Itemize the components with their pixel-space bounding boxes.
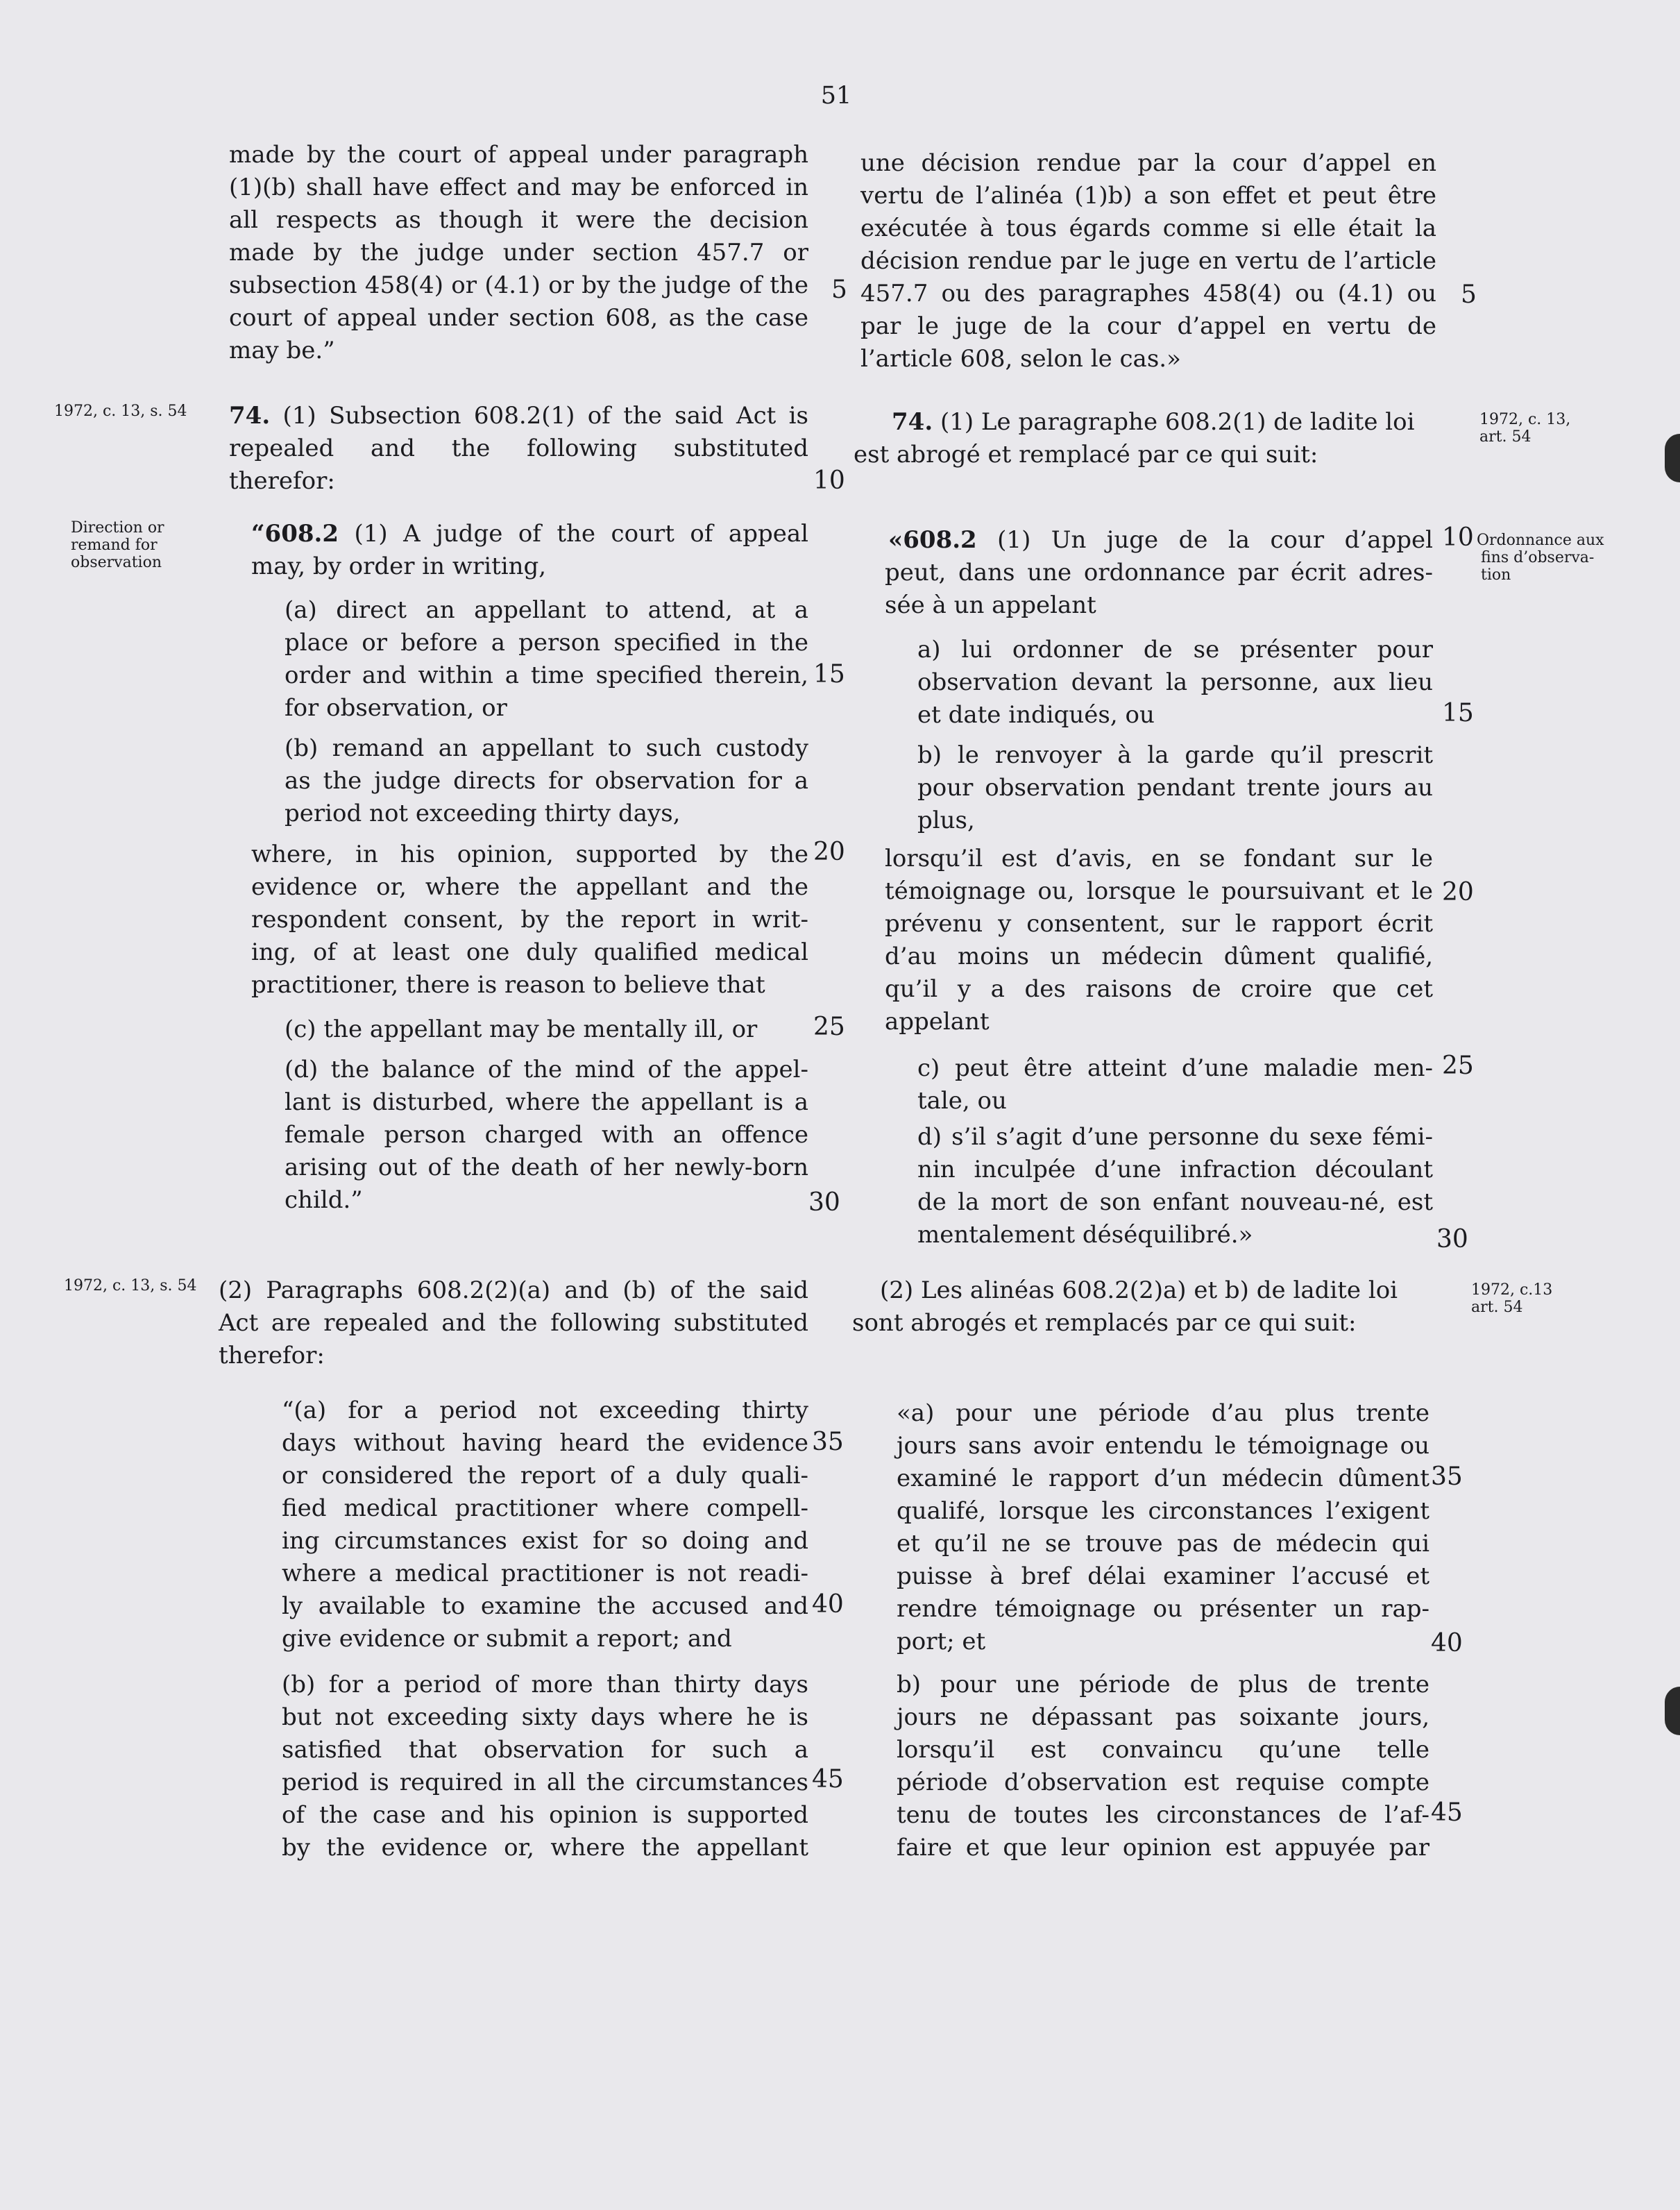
- line-number: 30: [808, 1188, 840, 1217]
- margin-note-fr-ordonnance: Ordonnance aux fins d’observa- tion: [1477, 532, 1604, 584]
- line-number: 20: [813, 838, 845, 866]
- margin-note-fr-1972: 1972, c. 13, art. 54: [1479, 411, 1571, 446]
- en-section-74-2: (2) Paragraphs 608.2(2)(a) and (b) of the said Act are repealed and the following substituted therefor:: [219, 1276, 808, 1369]
- en-continuation: made by the court of appeal under paragraph (1)(b) shall have effect and may be enforced in all respects as though it were the decision made by the judge under section 457.7 or subsection 458(4) or (4.1) or by the judge of the court of appeal under section 608, as the case may be.”: [229, 141, 808, 364]
- page-number: 51: [820, 82, 852, 110]
- en-where-clause: where, in his opinion, supported by the evidence or, where the appellant and the respondent consent, by the report in writ- ing, of at least one duly qualified medical practitioner, there is reason to believe that: [251, 841, 808, 999]
- line-number: 5: [831, 276, 847, 304]
- margin-note-fr-1972-b: 1972, c.13 art. 54: [1471, 1281, 1553, 1316]
- fr-section-608-2-cont: peut, dans une ordonnance par écrit adres- sée à un appelant: [885, 559, 1433, 619]
- edge-tab-top: [1665, 434, 1680, 482]
- line-number: 15: [813, 660, 845, 689]
- edge-tab-bottom: [1665, 1687, 1680, 1735]
- fr-paragraph-a: a) lui ordonner de se présenter pour observation devant la personne, aux lieu et date indiqués, ou: [917, 636, 1433, 729]
- en-new-paragraph-a: “(a) for a period not exceeding thirty days without having heard the evidence or considered the report of a duly quali- fied medical practitioner where compell- ing circumstances exist for so doing and where a medical practitioner is not readi- ly available to examine the accused and give evidence or submit a report; and: [282, 1397, 808, 1653]
- en-paragraph-d: (d) the balance of the mind of the appel- lant is disturbed, where the appellant is a female person charged with an offence arising out of the death of her newly-born child.”: [285, 1056, 808, 1214]
- line-number: 15: [1442, 699, 1474, 727]
- fr-paragraph-b: b) le renvoyer à la garde qu’il prescrit pour observation pendant trente jours au plus,: [917, 741, 1433, 834]
- margin-note-en-1972-b: 1972, c. 13, s. 54: [64, 1277, 197, 1294]
- section-number: 74.: [229, 402, 271, 430]
- en-paragraph-b: (b) remand an appellant to such custody as the judge directs for observation for a period not exceeding thirty days,: [285, 734, 808, 827]
- margin-note-en-direction: Direction or remand for observation: [71, 519, 164, 571]
- line-number: 45: [812, 1765, 844, 1794]
- line-number: 20: [1442, 878, 1474, 906]
- fr-new-paragraph-b: b) pour une période de plus de trente jours ne dépassant pas soixante jours, lorsqu’il est convaincu qu’une telle période d’observation est requise compte tenu de toutes les circonstances de l’af- faire et que leur opinion est appuyée par: [897, 1671, 1429, 1862]
- fr-section-608-2: «608.2 (1) Un juge de la cour d’appel: [888, 526, 1433, 554]
- line-number: 25: [1442, 1052, 1474, 1080]
- en-section-608-2: “608.2 (1) A judge of the court of appeal may, by order in writing,: [251, 520, 808, 580]
- fr-continuation: une décision rendue par la cour d’appel en vertu de l’alinéa (1)b) a son effet et peut être exécutée à tous égards comme si elle était la décision rendue par le juge en vertu de l’article 457.7 ou des paragraphes 458(4) ou (4.1) ou par le juge de la cour d’appel en vertu de l’article 608, selon le cas.»: [860, 149, 1436, 373]
- en-paragraph-a: (a) direct an appellant to attend, at a place or before a person specified in the order and within a time specified therein, for observation, or: [285, 596, 808, 722]
- line-number: 5: [1461, 280, 1477, 309]
- margin-note-en-1972: 1972, c. 13, s. 54: [54, 403, 187, 420]
- en-new-paragraph-b: (b) for a period of more than thirty days but not exceeding sixty days where he is satisfied that observation for such a period is required in all the circumstances of the case and his opinion is supported by the evidence or, where the appellant: [282, 1671, 808, 1862]
- line-number: 40: [812, 1590, 844, 1619]
- fr-where-clause: lorsqu’il est d’avis, en se fondant sur le témoignage ou, lorsque le poursuivant et le prévenu y consentent, sur le rapport écrit d’au moins un médecin dûment qualifié, qu’il y a des raisons de croire que cet appelant: [885, 845, 1433, 1036]
- line-number: 30: [1436, 1225, 1468, 1254]
- line-number: 10: [1442, 523, 1474, 552]
- line-number: 35: [1431, 1462, 1463, 1491]
- en-paragraph-c: (c) the appellant may be mentally ill, or: [285, 1015, 758, 1043]
- fr-section-74-1: 74. (1) Le paragraphe 608.2(1) de ladite loi est abrogé et remplacé par ce qui suit:: [854, 408, 1415, 469]
- line-number: 35: [812, 1428, 844, 1456]
- line-number: 25: [813, 1013, 845, 1041]
- line-number: 45: [1431, 1798, 1463, 1827]
- fr-paragraph-d: d) s’il s’agit d’une personne du sexe fémi- nin inculpée d’une infraction découlant de la mort de son enfant nouveau-né, est mentalement déséquilibré.»: [917, 1123, 1433, 1249]
- line-number: 40: [1431, 1629, 1463, 1658]
- line-number: 10: [813, 466, 845, 495]
- fr-paragraph-c: c) peut être atteint d’une maladie men- tale, ou: [917, 1054, 1433, 1115]
- fr-new-paragraph-a: «a) pour une période d’au plus trente jours sans avoir entendu le témoignage ou examiné le rapport d’un médecin dûment qualifé, lorsque les circonstances l’exigent et qu’il ne se trouve pas de médecin qui puisse à bref délai examiner l’accusé et rendre témoignage ou présenter un rap- port; et: [897, 1399, 1429, 1655]
- fr-section-74-2: (2) Les alinéas 608.2(2)a) et b) de ladite loi sont abrogés et remplacés par ce qui suit:: [852, 1276, 1398, 1337]
- en-section-74-1: 74. (1) Subsection 608.2(1) of the said Act is repealed and the following substituted therefor:: [229, 402, 808, 495]
